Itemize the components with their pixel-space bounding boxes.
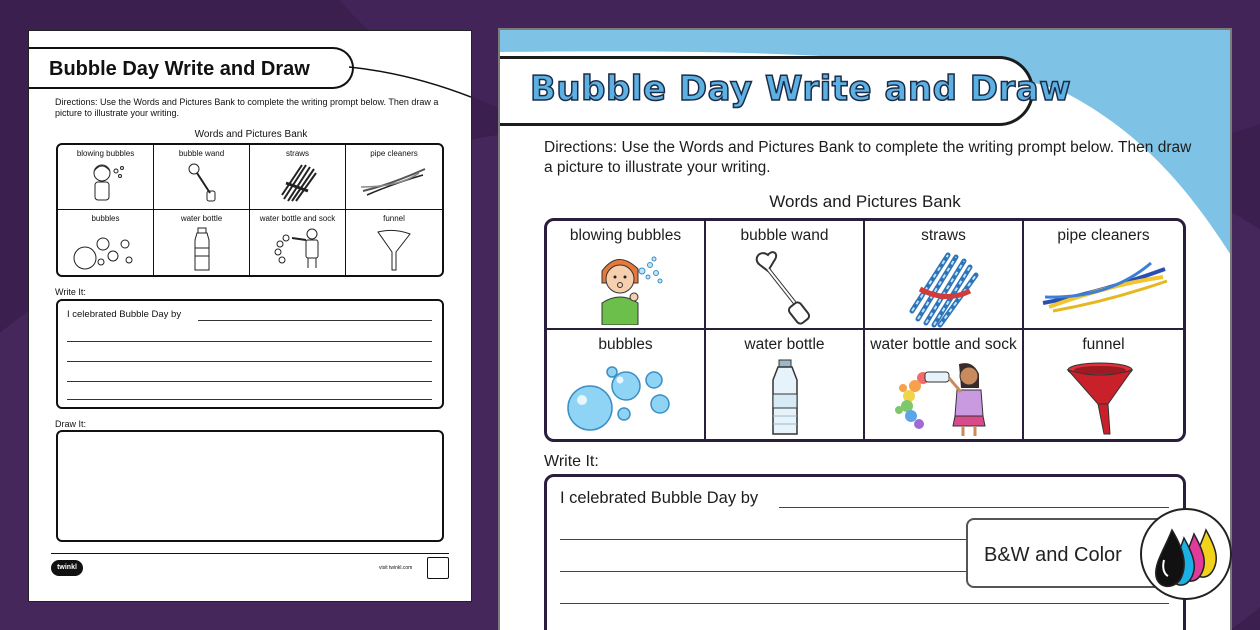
write-it-label: Write It: bbox=[55, 287, 86, 297]
writing-prompt: I celebrated Bubble Day by bbox=[67, 309, 182, 320]
draw-it-box bbox=[56, 430, 444, 542]
draw-it-label: Draw It: bbox=[55, 419, 87, 429]
version-badge-circle bbox=[1140, 508, 1232, 600]
worksheet-title: Bubble Day Write and Draw bbox=[530, 69, 1072, 109]
bank-label: straws bbox=[921, 227, 966, 244]
pipe-cleaners-icon bbox=[359, 161, 429, 201]
title-banner bbox=[29, 47, 354, 89]
child-blowing-bubbles-icon bbox=[86, 161, 126, 205]
title-banner bbox=[500, 56, 1072, 126]
directions-text: Directions: Use the Words and Pictures Bank to complete the writing prompt below. Then draw a picture to illustrate your writing. bbox=[55, 97, 439, 118]
bank-cell bbox=[58, 210, 154, 275]
bank-label: water bottle and sock bbox=[870, 336, 1017, 353]
bank-label: water bottle bbox=[180, 214, 223, 223]
bank-label: blowing bubbles bbox=[569, 227, 682, 244]
title-swoosh bbox=[349, 59, 472, 99]
version-badge-text: B&W and Color bbox=[984, 544, 1122, 566]
version-badge-label bbox=[966, 518, 1166, 588]
writing-line bbox=[67, 399, 432, 400]
bank-cell bbox=[346, 210, 442, 275]
writing-line bbox=[560, 603, 1169, 604]
write-it-label: Write It: bbox=[544, 453, 599, 470]
words-pictures-bank bbox=[56, 143, 444, 277]
bank-cell bbox=[154, 210, 250, 275]
bank-cell bbox=[250, 145, 346, 210]
bubble-wand-icon bbox=[182, 161, 222, 205]
water-bottle-icon bbox=[187, 226, 217, 274]
girl-bottle-sock-icon bbox=[889, 358, 999, 438]
ink-drops-icon bbox=[1154, 520, 1222, 592]
girl-bottle-sock-icon bbox=[268, 226, 328, 270]
bank-label: straws bbox=[285, 149, 310, 158]
straws-bundle-icon bbox=[278, 161, 318, 205]
bank-label: pipe cleaners bbox=[1057, 227, 1150, 244]
worksheet-preview-bw[interactable] bbox=[28, 30, 472, 602]
bank-heading: Words and Pictures Bank bbox=[194, 129, 308, 140]
bank-label: bubbles bbox=[91, 214, 120, 223]
bank-cell bbox=[865, 330, 1024, 439]
footer-badge-icon bbox=[427, 557, 449, 579]
worksheet-title: Bubble Day Write and Draw bbox=[49, 58, 310, 80]
straws-bundle-icon bbox=[906, 249, 982, 329]
bank-cell bbox=[346, 145, 442, 210]
bank-label: bubble wand bbox=[178, 149, 225, 158]
bubbles-icon bbox=[71, 226, 141, 270]
bank-heading: Words and Pictures Bank bbox=[769, 192, 961, 211]
bank-label: bubbles bbox=[598, 336, 653, 353]
bank-label: funnel bbox=[1082, 336, 1125, 353]
writing-prompt: I celebrated Bubble Day by bbox=[560, 489, 759, 507]
funnel-icon bbox=[1064, 358, 1144, 438]
writing-line bbox=[67, 381, 432, 382]
footer-url: visit twinkl.com bbox=[379, 565, 413, 571]
footer-divider bbox=[51, 553, 449, 554]
directions-text: Directions: Use the Words and Pictures Bank to complete the writing prompt below. Then draw a picture to illustrate your writing. bbox=[544, 139, 1192, 176]
bank-label: bubble wand bbox=[740, 227, 829, 244]
twinkl-logo: twinkl bbox=[51, 560, 83, 576]
bank-label: blowing bubbles bbox=[76, 149, 135, 158]
bank-cell bbox=[1024, 221, 1183, 330]
bank-cell bbox=[706, 330, 865, 439]
writing-line bbox=[779, 507, 1169, 508]
bank-cell bbox=[154, 145, 250, 210]
bank-cell bbox=[250, 210, 346, 275]
bubble-wand-icon bbox=[750, 249, 820, 325]
bank-label: water bottle and sock bbox=[259, 214, 336, 223]
writing-line bbox=[198, 320, 432, 321]
bubbles-icon bbox=[566, 358, 686, 434]
words-pictures-bank bbox=[544, 218, 1186, 442]
bank-cell bbox=[1024, 330, 1183, 439]
water-bottle-icon bbox=[765, 358, 805, 438]
bank-cell bbox=[865, 221, 1024, 330]
bank-label: funnel bbox=[383, 214, 405, 223]
bank-label: pipe cleaners bbox=[370, 149, 418, 158]
child-blowing-bubbles-icon bbox=[588, 249, 664, 325]
funnel-icon bbox=[374, 226, 414, 274]
bank-label: water bottle bbox=[744, 336, 825, 353]
bank-cell bbox=[58, 145, 154, 210]
bank-cell bbox=[547, 330, 706, 439]
pipe-cleaners-icon bbox=[1039, 249, 1169, 319]
writing-line bbox=[67, 361, 432, 362]
bank-cell bbox=[547, 221, 706, 330]
bank-cell bbox=[706, 221, 865, 330]
writing-line bbox=[67, 341, 432, 342]
write-it-box bbox=[56, 299, 444, 409]
